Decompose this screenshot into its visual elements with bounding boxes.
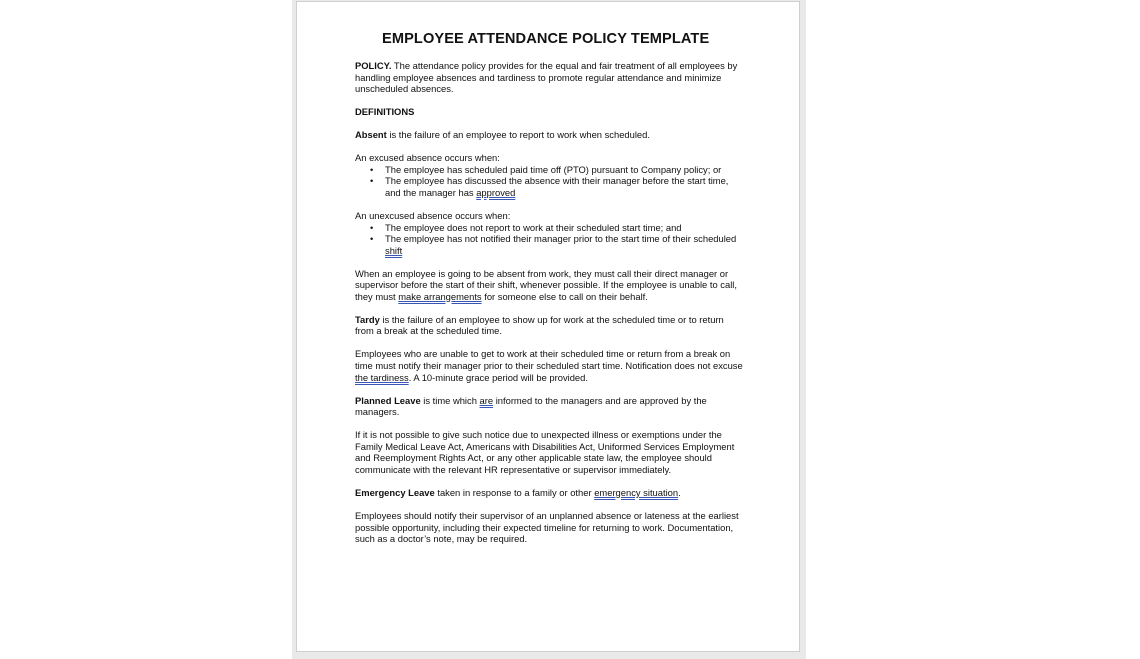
tardy-notice-end: . A 10-minute grace period will be provided. [408, 371, 588, 383]
excused-item-2 [385, 175, 745, 198]
excused-list [355, 164, 745, 199]
grammar-flag-the-tardiness: the tardiness [355, 371, 409, 383]
policy-text: The attendance policy provides for the equal and fair treatment of all employees by handling employee absences and tardiness to promote regular attendance and minimize unscheduled absences. [355, 60, 738, 95]
emergency-leave-label: Emergency Leave [355, 486, 435, 498]
document-body [355, 30, 745, 556]
notice-exemption-paragraph: If it is not possible to give such notice due to unexpected illness or exemptions under the Family Medical Leave Act, Americans with Disabilities Act, Uniformed Services Employment and Reemployment Rights Act, or any other applicable state law, the employee should communicate with the relevant HR representative or supervisor immediately. [355, 429, 735, 475]
definitions-heading: DEFINITIONS [355, 106, 415, 118]
excused-item-1: • The employee has scheduled paid time off (PTO) pursuant to Company policy; or [385, 164, 745, 176]
policy-paragraph [355, 60, 745, 95]
call-procedure-paragraph [355, 268, 745, 303]
policy-label: POLICY. [355, 60, 392, 71]
grammar-flag-are: are [479, 394, 494, 406]
excused-item-2-text: The employee has discussed the absence with their manager before the start time, and the manager has [385, 175, 729, 198]
unexcused-list [355, 222, 745, 257]
planned-leave-label: Planned Leave [355, 394, 421, 406]
unexcused-intro: An unexcused absence occurs when: [355, 209, 511, 221]
excused-intro: An excused absence occurs when: [355, 152, 500, 164]
absent-label: Absent [355, 129, 387, 141]
planned-leave-definition [355, 395, 745, 418]
emergency-leave-text: taken in response to a family or other [434, 486, 595, 498]
unexcused-item-2 [385, 233, 745, 256]
tardy-notice-paragraph [355, 348, 745, 383]
call-procedure-end: for someone else to call on their behalf. [481, 290, 648, 302]
absent-definition [355, 129, 745, 141]
grammar-flag-approved: approved [476, 186, 516, 198]
grammar-flag-shift: shift [385, 244, 403, 256]
tardy-definition [355, 314, 745, 337]
call-procedure-text: When an employee is going to be absent from work, they must call their direct manager or supervisor before the start of their shift, whenever possible. If the employee is unable to call, they must [355, 267, 737, 302]
document-title: EMPLOYEE ATTENDANCE POLICY TEMPLATE [382, 31, 710, 47]
emergency-leave-end: . [678, 486, 681, 498]
excused-absence-section [355, 152, 745, 198]
planned-leave-end: informed to the managers and are approved by the managers. [355, 394, 707, 418]
tardy-label: Tardy [355, 313, 380, 325]
grammar-flag-emergency-situation: emergency situation [594, 486, 679, 498]
notification-paragraph: Employees should notify their supervisor of an unplanned absence or lateness at the earliest possible opportunity, including their expected timeline for returning to work. Documentation, such as a doctor’s note, may be required. [355, 509, 739, 545]
tardy-notice-text: Employees who are unable to get to work at their scheduled time or return from a break on time must notify their manager prior to their scheduled start time. Notification does not excuse [355, 348, 743, 372]
tardy-text: is the failure of an employee to show up for work at the scheduled time or to return from a break at the scheduled time. [355, 313, 724, 337]
planned-leave-text: is time which [420, 394, 480, 406]
unexcused-item-2-text: The employee has not notified their manager prior to the start time of their scheduled [385, 233, 737, 245]
emergency-leave-definition [355, 487, 745, 499]
unexcused-absence-section [355, 210, 745, 256]
unexcused-item-1: • The employee does not report to work at their scheduled start time; and [385, 222, 745, 234]
grammar-flag-make-arrangements: make arrangements [398, 290, 482, 302]
absent-text: is the failure of an employee to report to work when scheduled. [386, 129, 650, 141]
